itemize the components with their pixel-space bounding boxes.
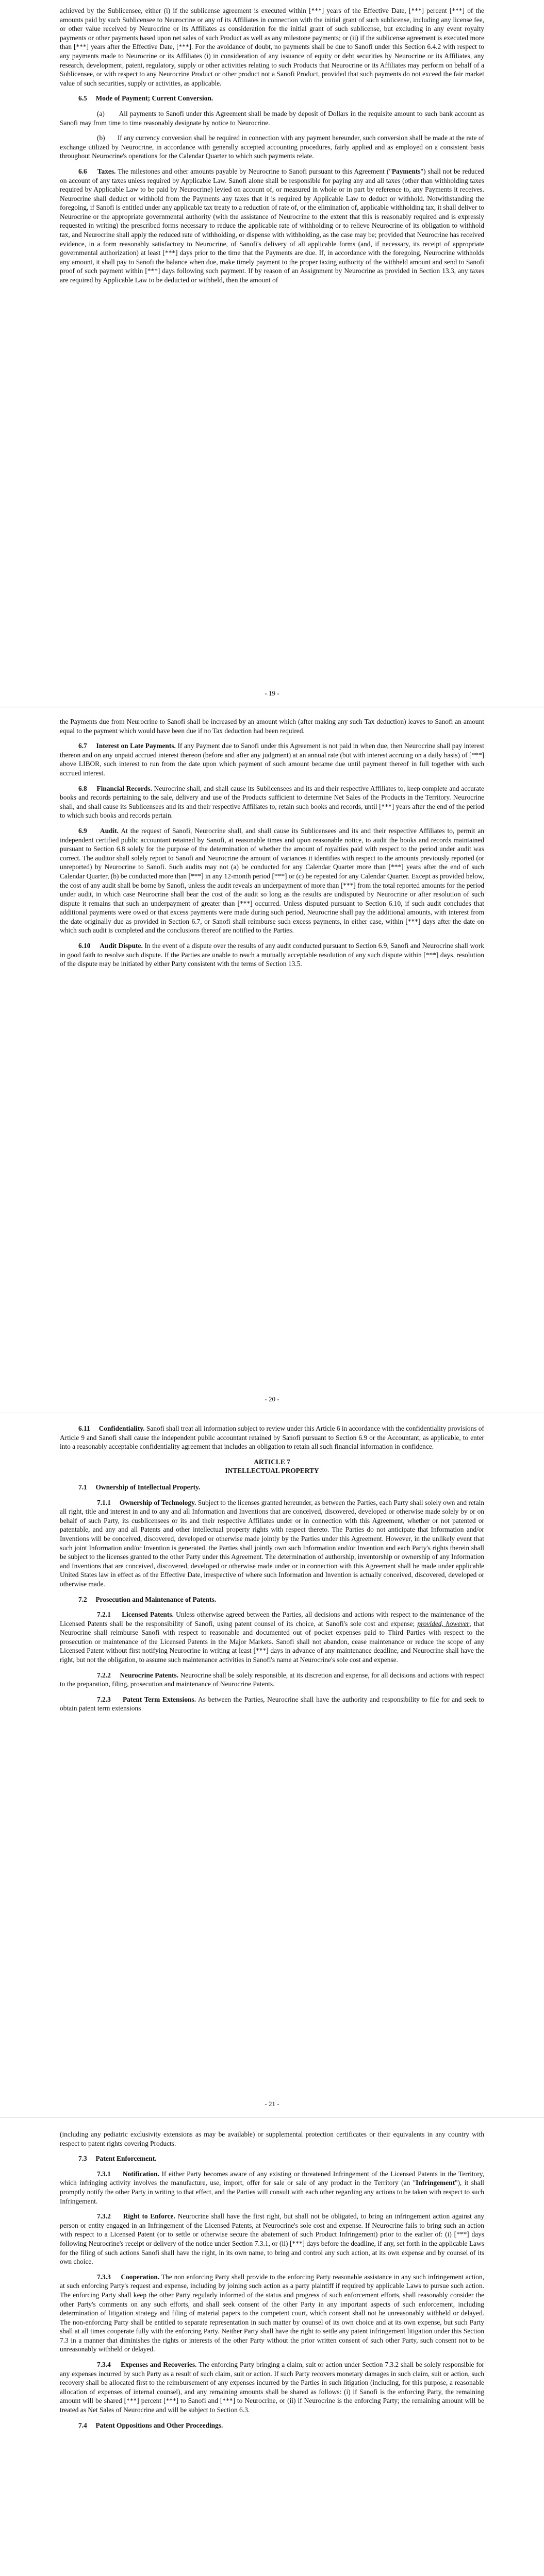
section-text: The non enforcing Party shall provide to the enforcing Party reasonable assistance in any such infringement action, at such enforcing Party's request and expense, including by joining such action as a party plaintiff if required by applicable Laws to pursue such action. The enforcing Party shall keep the other Party regularly informed of the status and progress of such enforcement efforts, shall reasonably consider the other Party's comments on any such efforts, and shall seek consent of the other Party in any important aspects of such enforcement, including determination of litigation strategy and filing of material papers to the competent court, which consent shall not be unreasonably withheld or delayed. The non-enforcing Party shall be entitled to separate representation in such matter by counsel of its own choice and at its own expense, but such Party shall at all times cooperate fully with the enforcing Party. Neither Party shall have the right to settle any patent infringement litigation under this Section 7.3 in a manner that diminishes the rights or interests of the other Party without the prior written consent of such other Party, such consent not to be unreasonably withheld or delayed. xyxy=(60,2273,484,2353)
clause-text: If any currency conversion shall be required in connection with any payment hereunder, such conversion shall be made at the rate of exchange utilized by Neurocrine, in accordance with generally accepted accounting procedures, fairly applied and as employed on a consistent basis throughout Neurocrine's operations for the Calendar Quarter to which such payments relate. xyxy=(60,134,485,160)
section-7-3-3 xyxy=(60,2273,484,2354)
section-title: Prosecution and Maintenance of Patents. xyxy=(95,1595,217,1603)
section-text: Sanofi shall treat all information subject to review under this Article 6 in accordance with the confidentiality provisions of Article 9 and Sanofi shall cause the independent public accountant retained by Sanofi pursuant to Section 6.9 or the Accountant, as applicable, to enter into a reasonably acceptable confidentiality agreement that includes an obligation to retain all such financial information in confidence. xyxy=(60,1425,484,1451)
section-7-1-heading xyxy=(60,1483,484,1492)
section-6-9 xyxy=(60,826,484,935)
section-text: The milestones and other amounts payable by Neurocrine to Sanofi pursuant to this Agreement (" xyxy=(118,167,392,175)
page-20 xyxy=(0,717,544,975)
paragraph-6-4-2-continued: achieved by the Sublicensee, either (i) if the sublicense agreement is executed within [***] years of the Effective Date, [***] percent [***] of the amounts paid by such Sublicensee to Neurocrine or any of its Affiliates in connection with the initial grant of such sublicense, including any license fee, or other value received by Neurocrine or its Affiliates as consideration for the initial grant of such sublicense, but excluding in any event royalty payments or other payments based upon net sales of such Product as well as any milestone payments; or (ii) if the sublicense agreement is executed more than [***] years after the Effective Date, [***]. For the avoidance of doubt, no payments shall be due to Sanofi under this Section 6.4.2 with respect to any payments made to Neurocrine or its Affiliates (i) in consideration of any issuance of equity or debt securities by Neurocrine or its Affiliates, any research, development, patent, regulatory, supply or other activities relating to such Products that Neurocrine or its Affiliates may perform on behalf of a Sublicensee, or with respect to any Neurocrine Product or other product not a Sanofi Product, provided that such payments do not exceed the fair market value of such securities, supply or activities, as applicable. xyxy=(60,7,484,87)
clause-label: (a) xyxy=(97,109,105,117)
section-6-5-heading xyxy=(60,94,484,103)
section-title: Neurocrine Patents. xyxy=(120,1671,179,1679)
section-number: 6.10 xyxy=(78,942,91,950)
section-number: 7.2 xyxy=(78,1595,87,1603)
section-number: 6.5 xyxy=(78,94,87,103)
defined-term: Payments xyxy=(391,167,421,175)
section-number: 7.2.2 xyxy=(97,1671,111,1679)
section-number: 6.7 xyxy=(78,742,87,750)
paragraph-7-2-3-continued: (including any pediatric exclusivity extensions as may be available) or supplemental protection certificates or their equivalents in any country with respect to patent rights covering Products. xyxy=(60,2130,484,2147)
section-7-1-1 xyxy=(60,1498,484,1589)
section-7-3-2 xyxy=(60,2212,484,2266)
section-title: Patent Oppositions and Other Proceedings. xyxy=(95,2421,223,2429)
section-text: Neurocrine shall be solely responsible, at its discretion and expense, for all decisions and actions with respect to the preparation, filing, prosecution and maintenance of Neurocrine Patents. xyxy=(60,1671,484,1688)
section-7-2-heading xyxy=(60,1595,484,1604)
page-21 xyxy=(0,1424,544,1719)
section-text: Unless otherwise agreed between the Parties, all decisions and actions with respect to the maintenance of the Licensed Patents shall be the responsibility of Sanofi, using patent counsel of its choice, at Sanofi's sole cost and expense; xyxy=(60,1611,484,1628)
section-number: 7.2.1 xyxy=(97,1611,111,1619)
section-text: Neurocrine shall, and shall cause its Sublicensees and its and their respective Affiliates to, keep complete and accurate books and records pertaining to the sale, delivery and use of the Products sufficient to determine Net Sales of the Products in the Territory. Neurocrine shall, and shall cause its Sublicensees and its and their respective Affiliates to, retain such books and records, until [***] years after the end of the period to which such books and records pertain. xyxy=(60,784,484,820)
section-7-3-1 xyxy=(60,2170,484,2206)
section-number: 7.3.4 xyxy=(97,2361,111,2369)
article-number: ARTICLE 7 xyxy=(254,1458,290,1466)
section-number: 7.3 xyxy=(78,2155,87,2163)
paragraph-6-6-continued: the Payments due from Neurocrine to Sanofi shall be increased by an amount which (after making any such Tax deduction) leaves to Sanofi an amount equal to the payment which would have been due if no Tax deduction had been required. xyxy=(60,718,484,735)
section-title: Mode of Payment; Current Conversion. xyxy=(95,94,213,103)
clause-label: (b) xyxy=(97,134,105,142)
section-7-2-3 xyxy=(60,1695,484,1713)
section-number: 6.8 xyxy=(78,784,87,792)
article-title: INTELLECTUAL PROPERTY xyxy=(225,1467,319,1475)
section-6-7 xyxy=(60,741,484,777)
section-7-3-heading xyxy=(60,2154,484,2163)
section-title: Interest on Late Payments. xyxy=(96,742,176,750)
section-6-10 xyxy=(60,941,484,969)
defined-term: Infringement xyxy=(416,2179,455,2187)
section-text: In the event of a dispute over the results of any audit conducted pursuant to Section 6.9, Sanofi and Neurocrine shall work in good faith to resolve such dispute. If the Parties are unable to reach a mutually acceptable resolution of any such dispute within [***] days, resolution of the dispute may be initiated by either Party consistent with the terms of Section 13.5. xyxy=(60,942,484,968)
section-6-6 xyxy=(60,167,484,285)
section-number: 7.3.1 xyxy=(97,2170,111,2178)
page-number: - 20 - xyxy=(265,1395,279,1403)
section-7-2-2 xyxy=(60,1671,484,1689)
section-7-3-4 xyxy=(60,2360,484,2415)
section-text: "), it shall promptly notify the other Party in writing to that effect, and the Parties will consult with each other regarding any actions to be taken with respect to such Infringement. xyxy=(60,2179,484,2205)
section-text: Subject to the licenses granted hereunder, as between the Parties, each Party shall solely own and retain all right, title and interest in and to any and all Information and Inventions that are conceived, discovered, developed or otherwise made solely by or on behalf of such Party, its cusblicensees or its and their respective Affiliates under or in connection with this Agreement, whether or not patented or patentable, and any and all Patents and other intellectual property rights with respect thereto. The Parties do not anticipate that Information and/or Inventions will be conceived, discovered, developed or otherwise made jointly by the Parties under this Agreement. However, in the unlikely event that such joint Information and/or Invention is generated, the Parties shall jointly own such Information and/or Invention and each Party's rights therein shall be subject to the licenses granted to the other Party under this Agreement. The determination of authorship, inventorship or ownership of any Information and Inventions that are conceived, discovered, developed or otherwise made under or in connection with this Agreement shall be made under applicable United States law in effect as of the Effective Date, irrespective of where such Information and Invention is actually conceived, discovered, developed or otherwise made. xyxy=(60,1498,484,1588)
section-title: Patent Term Extensions. xyxy=(122,1695,196,1703)
section-title: Cooperation. xyxy=(121,2273,160,2281)
section-number: 6.6 xyxy=(78,167,87,175)
page-divider xyxy=(0,2117,544,2118)
section-title: Confidentiality. xyxy=(98,1425,145,1432)
page-22 xyxy=(0,2130,544,2436)
section-text: If any Payment due to Sanofi under this Agreement is not paid in when due, then Neurocrine shall pay interest thereon and on any unpaid accrued interest thereon (before and after any judgment) at an annual rate (but with interest accruing on a daily basis) of [***] above LIBOR, such interest to run from the date upon which payment of such amount became due until payment thereof in full together with such accrued interest. xyxy=(60,742,484,777)
page-number: - 19 - xyxy=(265,689,279,697)
section-text: Neurocrine shall have the first right, but shall not be obligated, to bring an infringement action against any person or entity engaged in an Infringement of the Licensed Patents, at Neurocrine's sole cost and expense. If Neurocrine fails to bring such an action with respect to a Licensed Patent (or to settle or otherwise secure the abatement of such Product Infringement) prior to the earlier of: (i) [***] days following Neurocrine's receipt or delivery of the notice under Section 7.3.1, or (ii) [***] days before the deadline, if any, set forth in the applicable Laws for the filing of such actions Sanofi shall have the right, in its own name, to bring and control any such action, at its own expense and by counsel of its own choice. xyxy=(60,2212,484,2266)
section-text: ") shall not be reduced on account of any taxes unless required by Applicable Law. Sanofi alone shall be responsible for paying any and all taxes (other than withholding taxes required by Applicable Law to be paid by Neurocrine) levied on account of, or measured in whole or in part by reference to, any Payments it receives. Neurocrine shall deduct or withhold from the Payments any taxes that it is required by Applicable Law to deduct or withhold. Notwithstanding the foregoing, if Sanofi is entitled under any applicable tax treaty to a reduction of rate of, or the elimination of, applicable withholding tax, it shall deliver to Neurocrine or the appropriate governmental authority (with the assistance of Neurocrine to the extent that this is reasonably required and is expressly requested in writing) the prescribed forms necessary to reduce the applicable rate of withholding or to relieve Neurocrine of its obligation to withhold tax, and Neurocrine shall apply the reduced rate of withholding, or dispense with withholding, as the case may be; provided that Neurocrine has received evidence, in a form reasonably satisfactory to Neurocrine, of Sanofi's delivery of all applicable forms (and, if necessary, its receipt of appropriate governmental authorization) at least [***] days prior to the time that the Payments are due. If, in accordance with the foregoing, Neurocrine withholds any amount, it shall pay to Sanofi the balance when due, make timely payment to the proper taxing authority of the withheld amount and send to Sanofi proof of such payment within [***] days following such payment. If by reason of an Assignment by Neurocrine as provided in Section 13.3, any taxes are required by Applicable Law to be deducted or withheld, then the amount of xyxy=(60,167,485,284)
section-6-5-b xyxy=(60,133,484,161)
section-number: 7.3.3 xyxy=(97,2273,111,2281)
section-number: 7.1 xyxy=(78,1483,87,1491)
section-title: Right to Enforce. xyxy=(123,2212,175,2221)
section-title: Notification. xyxy=(122,2170,159,2178)
section-text: At the request of Sanofi, Neurocrine shall, and shall cause its Sublicensees and its and their respective Affiliates to, permit an independent certified public accountant retained by Sanofi, at reasonable times and upon reasonable notice, to audit the books and records maintained pursuant to Section 6.8 solely for the purpose of the determination of whether the amount of royalties paid with respect to the period under audit was correct. The auditor shall solely report to Sanofi and Neurocrine the amount of variances it identifies with respect to the amounts previously reported (or unreported) by Neurocrine to Sanofi. Such audits may not (a) be conducted for any Calendar Quarter more than [***] years after the end of such Calendar Quarter, (b) be conducted more than [***] in any 12-month period [***] or (c) be repeated for any Calendar Quarter. Except as provided below, the cost of any audit shall be borne by Sanofi, unless the audit reveals an underpayment of more than [***] from the total reported amounts for the period under audit, in which case Neurocrine shall bear the cost of the audit so long as the results are undisputed by Neurocrine or after resolution of such dispute it remains that such an underpayment of greater than [***] occurred. Unless disputed pursuant to Section 6.10, if such audit concludes that additional payments were owed or that excess payments were made during such period, Neurocrine shall pay the additional amounts, with interest from the date originally due as provided in Section 6.7, or Sanofi shall reimburse such excess payments, in either case, within [***] days after the date on which such audit is completed and the conclusions thereof are notified to the Parties. xyxy=(60,826,484,935)
section-text: The enforcing Party bringing a claim, suit or action under Section 7.3.2 shall be solely responsible for any expenses incurred by such Party as a result of such claim, suit or action. If such Party recovers monetary damages in such claim, suit or action, such recovery shall be allocated first to the reimbursement of any expenses incurred by the Parties in such litigation (including, for this purpose, a reasonable allocation of expenses of internal counsel), and any remaining amounts shall be shared as follows: (i) if Sanofi is the enforcing Party, the remaining amount will be shared [***] percent [***] to Sanofi and [***] to Neurocrine, or (ii) if Neurocrine is the enforcing Party; the remaining amount will be treated as Net Sales of Neurocrine and will be subject to Section 6.3. xyxy=(60,2361,484,2414)
section-title: Audit Dispute. xyxy=(100,942,143,950)
section-number: 6.9 xyxy=(78,826,87,835)
section-title: Audit. xyxy=(100,826,119,835)
section-text: , that Neurocrine shall reimburse Sanofi with respect to reasonable and documented out of pocket expenses paid to Third Parties with respect to the prosecution or maintenance of the Licensed Patents in the Major Markets. Sanofi shall not abandon, cease maintenance or reduce the scope of any Licensed Patent without first notifying Neurocrine in writing at least [***] days in advance of any maintenance deadline, and Neurocrine shall have the right, but not the obligation, to assume such maintenance activities in Sanofi's name at Neurocrine's sole cost and expense. xyxy=(60,1619,484,1664)
section-text: As between the Parties, Neurocrine shall have the authority and responsibility to file for and seek to obtain patent term extensions xyxy=(60,1695,484,1713)
section-6-5-a xyxy=(60,109,484,127)
clause-text: All payments to Sanofi under this Agreement shall be made by deposit of Dollars in the requisite amount to such bank account as Sanofi may from time to time reasonably designate by notice to Neurocrine. xyxy=(60,109,484,127)
section-title: Ownership of Technology. xyxy=(119,1498,196,1506)
section-6-8 xyxy=(60,784,484,820)
section-title: Ownership of Intellectual Property. xyxy=(95,1483,201,1491)
section-number: 7.1.1 xyxy=(97,1498,111,1506)
provided-however: provided, however xyxy=(417,1619,470,1628)
section-number: 7.4 xyxy=(78,2421,87,2429)
section-6-11 xyxy=(60,1424,484,1451)
section-number: 7.3.2 xyxy=(97,2212,111,2221)
section-title: Financial Records. xyxy=(96,784,152,792)
section-text: If either Party becomes aware of any existing or threatened Infringement of the Licensed Patents in the Territory, which infringing activity involves the manufacture, use, import, offer for sale or sale of any product in the Territory (an " xyxy=(60,2170,484,2187)
section-number: 7.2.3 xyxy=(97,1695,111,1703)
section-title: Taxes. xyxy=(97,167,116,175)
section-7-2-1 xyxy=(60,1610,484,1665)
section-7-4-heading xyxy=(60,2421,484,2430)
page-number: - 21 - xyxy=(265,2100,279,2108)
section-number: 6.11 xyxy=(78,1425,90,1432)
section-title: Expenses and Recoveries. xyxy=(121,2361,197,2369)
section-title: Licensed Patents. xyxy=(122,1611,174,1619)
section-title: Patent Enforcement. xyxy=(95,2155,157,2163)
page-19 xyxy=(0,6,544,291)
